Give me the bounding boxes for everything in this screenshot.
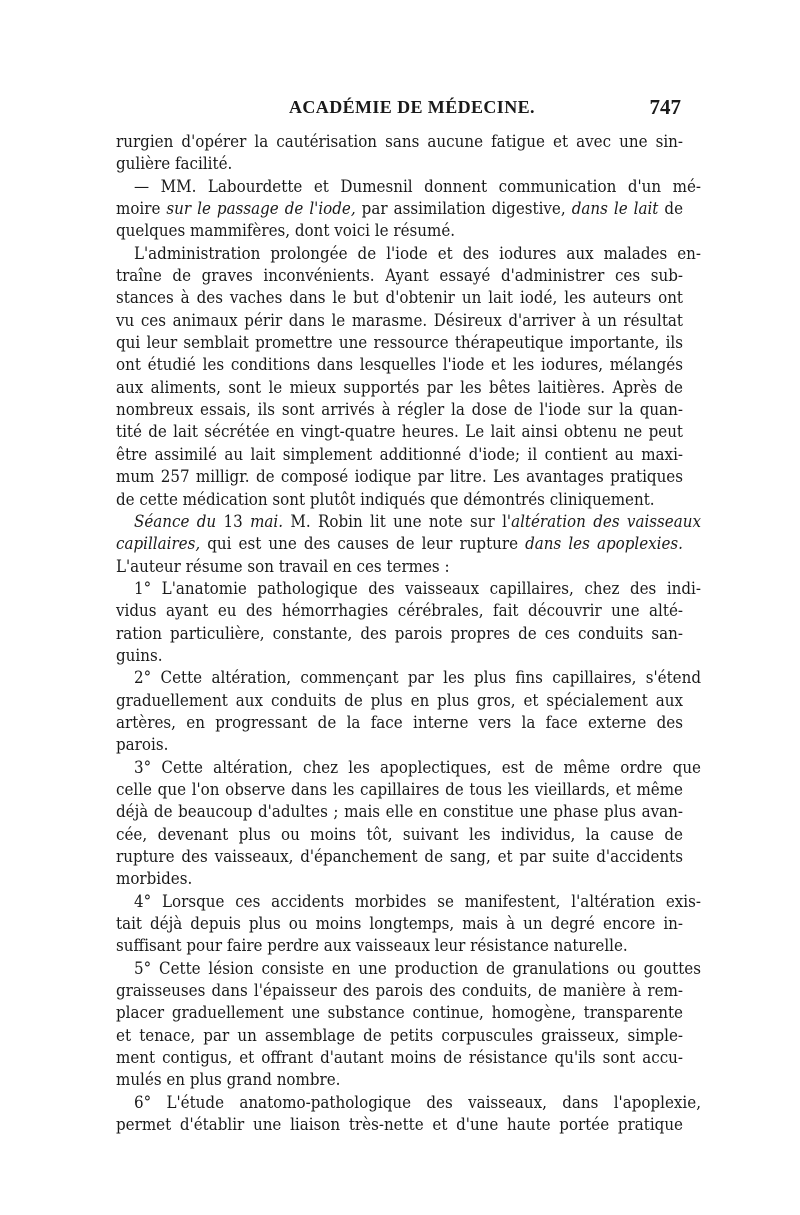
text-line: placer graduellement une substance continue, homogène, transparente [116, 1002, 683, 1023]
text-line: capillaires, qui est une des causes de leur rupture dans les apoplexies. [116, 533, 683, 554]
text-line: 3° Cette altération, chez les apoplectiques, est de même ordre que [134, 756, 701, 777]
text-line: 4° Lorsque ces accidents morbides se manifestent, l'altération exis- [134, 890, 701, 911]
text-line: vidus ayant eu des hémorrhagies cérébrales, fait découvrir une alté- [116, 600, 683, 621]
page-number: 747 [649, 95, 681, 119]
text-line: mum 257 milligr. de composé iodique par litre. Les avantages pratiques [116, 466, 683, 487]
text-line: rurgien d'opérer la cautérisation sans aucune fatigue et avec une sin- [116, 131, 683, 151]
running-title: ACADÉMIE DE MÉDECINE. [289, 97, 535, 117]
text-line: suffisant pour faire perdre aux vaisseaux leur résistance naturelle. [116, 935, 628, 956]
running-header [116, 95, 683, 125]
text-line: qui leur semblait promettre une ressource thérapeutique importante, ils [116, 332, 683, 353]
text-line: permet d'établir une liaison très-nette et d'une haute portée pratique [116, 1114, 683, 1135]
text-line: — MM. Labourdette et Dumesnil donnent communication d'un mé- [134, 175, 701, 196]
text-line: morbides. [116, 868, 193, 889]
text-line: tait déjà depuis plus ou moins longtemps, mais à un degré encore in- [116, 913, 683, 934]
text-line: stances à des vaches dans le but d'obtenir un lait iodé, les auteurs ont [116, 287, 683, 308]
text-line: quelques mammifères, dont voici le résumé. [116, 220, 456, 241]
text-line: aux aliments, sont le mieux supportés par les bêtes laitières. Après de [116, 376, 683, 397]
text-line: 1° L'anatomie pathologique des vaisseaux capillaires, chez des indi- [134, 577, 701, 598]
text-line: ration particulière, constante, des parois propres de ces conduits san- [116, 622, 683, 643]
text-line: tité de lait sécrétée en vingt-quatre heures. Le lait ainsi obtenu ne peut [116, 421, 683, 442]
text-line: graduellement aux conduits de plus en plus gros, et spécialement aux [116, 689, 683, 710]
text-line: L'administration prolongée de l'iode et des iodures aux malades en- [134, 242, 701, 263]
text-line: gulière facilité. [116, 153, 233, 174]
text-line: vu ces animaux périr dans le marasme. Désireux d'arriver à un résultat [116, 309, 683, 330]
text-line: être assimilé au lait simplement additionné d'iode; il contient au maxi- [116, 443, 683, 464]
text-line: guins. [116, 644, 163, 665]
body-text [116, 130, 701, 1135]
text-line: 6° L'étude anatomo-pathologique des vaisseaux, dans l'apoplexie, [134, 1091, 701, 1112]
text-line: de cette médication sont plutôt indiqués que démontrés cliniquement. [116, 488, 655, 509]
text-line: nombreux essais, ils sont arrivés à régler la dose de l'iode sur la quan- [116, 399, 683, 420]
text-line: L'auteur résume son travail en ces termes : [116, 555, 450, 576]
text-line: graisseuses dans l'épaisseur des parois des conduits, de manière à rem- [116, 980, 683, 1001]
text-line: 2° Cette altération, commençant par les plus fins capillaires, s'étend [134, 667, 701, 688]
text-line: traîne de graves inconvénients. Ayant essayé d'administrer ces sub- [116, 265, 683, 286]
text-line: moire sur le passage de l'iode, par assimilation digestive, dans le lait de [116, 198, 684, 219]
text-line: rupture des vaisseaux, d'épanchement de sang, et par suite d'accidents [116, 846, 683, 866]
text-line: celle que l'on observe dans les capillaires de tous les vieillards, et même [116, 778, 683, 799]
text-line: 5° Cette lésion consiste en une production de granulations ou gouttes [134, 957, 701, 978]
text-line: artères, en progressant de la face interne vers la face externe des [116, 711, 683, 732]
text-line: Séance du 13 mai. M. Robin lit une note sur l'altération des vaisseaux [134, 510, 701, 531]
text-line: parois. [116, 734, 169, 755]
text-line: mulés en plus grand nombre. [116, 1069, 341, 1090]
text-line: déjà de beaucoup d'adultes ; mais elle en constitue une phase plus avan- [116, 801, 683, 822]
text-line: cée, devenant plus ou moins tôt, suivant les individus, la cause de [116, 823, 683, 844]
text-line: et tenace, par un assemblage de petits corpuscules graisseux, simple- [116, 1024, 683, 1045]
text-line: ont étudié les conditions dans lesquelles l'iode et les iodures, mélangés [116, 354, 683, 375]
text-line: ment contigus, et offrant d'autant moins de résistance qu'ils sont accu- [116, 1047, 683, 1068]
